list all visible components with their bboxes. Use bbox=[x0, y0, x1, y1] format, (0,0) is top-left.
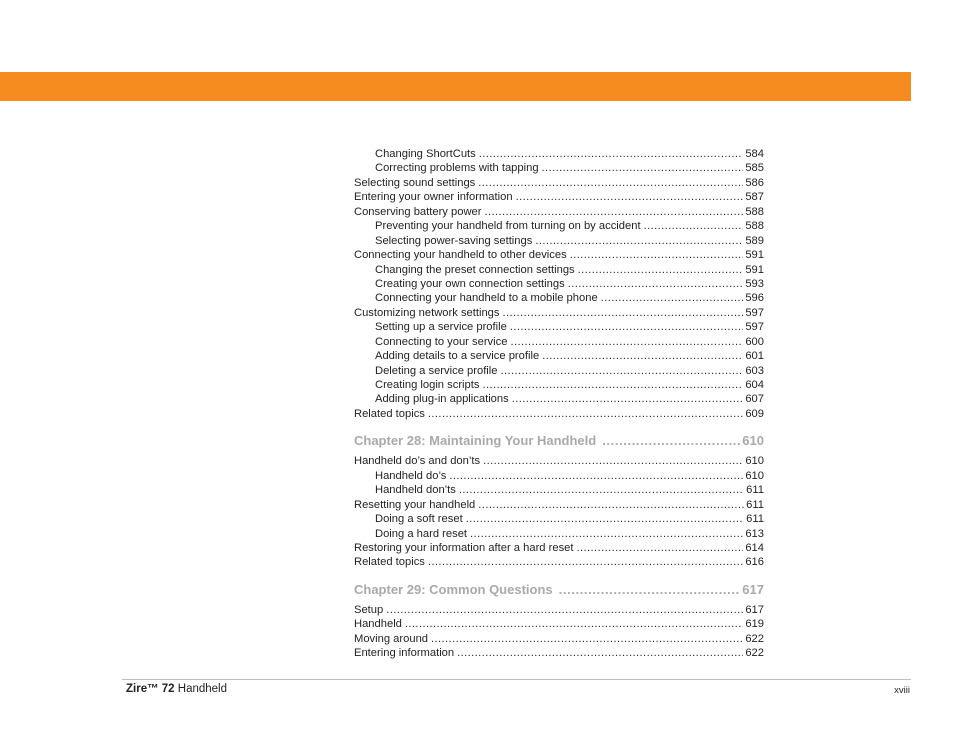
dot-leader bbox=[484, 205, 743, 219]
toc-entry-page-number: 584 bbox=[745, 148, 764, 160]
toc-entry-page-number: 611 bbox=[746, 498, 764, 511]
dot-leader bbox=[510, 320, 743, 334]
toc-entry[interactable] bbox=[354, 277, 764, 291]
toc-entry-title: Creating login scripts bbox=[375, 379, 480, 391]
toc-group-chapter-29 bbox=[354, 603, 764, 661]
dot-leader bbox=[428, 555, 743, 569]
dot-leader bbox=[577, 541, 744, 555]
toc-entry-page-number: 619 bbox=[745, 618, 764, 631]
toc-chapter-29-heading[interactable] bbox=[354, 581, 764, 599]
footer-brand: Zire™ 72 bbox=[126, 683, 175, 695]
toc-entry[interactable] bbox=[354, 407, 764, 421]
toc-entry[interactable] bbox=[354, 176, 764, 190]
toc-entry-page-number: 587 bbox=[745, 191, 764, 204]
toc-entry-page-number: 610 bbox=[745, 469, 764, 482]
toc-entry[interactable] bbox=[354, 527, 764, 541]
toc-entry[interactable] bbox=[354, 147, 764, 161]
toc-entry-page-number: 611 bbox=[746, 513, 764, 526]
toc-entry-title: Adding details to a service profile bbox=[375, 350, 540, 363]
toc-entry-title: Correcting problems with tapping bbox=[375, 162, 539, 175]
dot-leader bbox=[601, 291, 744, 305]
toc-entry[interactable] bbox=[354, 646, 764, 660]
dot-leader bbox=[431, 632, 743, 646]
toc-entry[interactable] bbox=[354, 190, 764, 204]
toc-entry-title: Changing the preset connection settings bbox=[375, 263, 575, 276]
toc-entry[interactable] bbox=[354, 306, 764, 320]
toc-entry[interactable] bbox=[354, 617, 764, 631]
toc-entry-title: Entering your owner information bbox=[354, 191, 513, 204]
footer-page-number: xviii bbox=[894, 685, 910, 696]
toc-entry-title: Setup bbox=[354, 603, 384, 616]
toc-entry-page-number: 622 bbox=[745, 647, 764, 660]
toc-entry-page-number: 609 bbox=[745, 407, 764, 420]
toc-entry[interactable] bbox=[354, 378, 764, 392]
toc-entry-title: Handheld bbox=[354, 618, 402, 631]
toc-entry-page-number: 614 bbox=[745, 541, 764, 554]
dot-leader bbox=[542, 349, 743, 363]
toc-entry[interactable] bbox=[354, 512, 764, 526]
toc-entry[interactable] bbox=[354, 219, 764, 233]
dot-leader bbox=[449, 469, 743, 483]
toc-entry-page-number: 611 bbox=[746, 484, 764, 497]
toc-entry-title: Resetting your handheld bbox=[354, 498, 476, 511]
toc-entry[interactable] bbox=[354, 335, 764, 349]
dot-leader bbox=[459, 483, 744, 497]
toc-entry-title: Connecting your handheld to a mobile phone bbox=[375, 292, 598, 305]
toc-entry[interactable] bbox=[354, 248, 764, 262]
toc-entry-title: Connecting your handheld to other devices bbox=[354, 249, 567, 262]
chapter-page-number: 617 bbox=[742, 581, 764, 597]
toc-entry[interactable] bbox=[354, 469, 764, 483]
spacer bbox=[354, 421, 764, 432]
toc-entry-title: Restoring your information after a hard reset bbox=[354, 541, 574, 554]
toc-entry-title: Customizing network settings bbox=[354, 306, 500, 319]
toc-entry[interactable] bbox=[354, 320, 764, 334]
toc-entry[interactable] bbox=[354, 454, 764, 468]
toc-entry-title: Doing a hard reset bbox=[375, 527, 468, 540]
toc-entry[interactable] bbox=[354, 364, 764, 378]
toc-entry-page-number: 596 bbox=[745, 292, 764, 305]
dot-leader bbox=[479, 147, 744, 161]
toc-entry-title: Conserving battery power bbox=[354, 205, 482, 218]
chapter-title: Chapter 29: Common Questions bbox=[354, 581, 553, 597]
dot-leader bbox=[516, 190, 744, 204]
dot-leader bbox=[483, 454, 743, 468]
toc-entry-page-number: 597 bbox=[745, 306, 764, 319]
dot-leader bbox=[428, 407, 743, 421]
dot-leader bbox=[512, 392, 744, 406]
toc-entry-page-number: 622 bbox=[745, 632, 764, 645]
toc-entry-title: Creating your own connection settings bbox=[375, 277, 565, 290]
toc-entry-page-number: 604 bbox=[745, 379, 764, 391]
toc-entry-page-number: 589 bbox=[745, 234, 764, 247]
toc-entry[interactable] bbox=[354, 392, 764, 406]
dot-leader bbox=[602, 432, 740, 450]
toc-entry-page-number: 586 bbox=[745, 176, 764, 189]
dot-leader bbox=[482, 378, 743, 392]
toc-entry-page-number: 616 bbox=[745, 556, 764, 569]
footer-divider bbox=[122, 679, 911, 680]
toc-entry-title: Handheld don’ts bbox=[375, 484, 456, 497]
toc-entry-page-number: 588 bbox=[745, 205, 764, 218]
dot-leader bbox=[542, 161, 744, 175]
header-accent-bar bbox=[0, 72, 911, 101]
toc-entry[interactable] bbox=[354, 161, 764, 175]
toc-entry[interactable] bbox=[354, 555, 764, 569]
chapter-page-number: 610 bbox=[742, 433, 764, 449]
toc-entry-page-number: 601 bbox=[745, 350, 764, 363]
footer-product-name bbox=[126, 683, 227, 695]
toc-entry-title: Deleting a service profile bbox=[375, 364, 498, 377]
toc-entry-title: Entering information bbox=[354, 647, 455, 660]
toc-entry-title: Preventing your handheld from turning on by accident bbox=[375, 220, 641, 233]
dot-leader bbox=[559, 581, 741, 599]
toc-entry-title: Changing ShortCuts bbox=[375, 148, 476, 160]
dot-leader bbox=[466, 512, 744, 526]
dot-leader bbox=[501, 364, 744, 378]
toc-entry[interactable] bbox=[354, 632, 764, 646]
toc-entry-page-number: 600 bbox=[745, 335, 764, 348]
toc-entry-page-number: 607 bbox=[745, 393, 764, 406]
toc-entry[interactable] bbox=[354, 234, 764, 248]
chapter-title: Chapter 28: Maintaining Your Handheld bbox=[354, 433, 597, 449]
spacer bbox=[354, 570, 764, 581]
table-of-contents bbox=[354, 147, 764, 661]
toc-entry-page-number: 591 bbox=[745, 249, 764, 262]
toc-entry-title: Related topics bbox=[354, 407, 425, 420]
toc-entry[interactable] bbox=[354, 541, 764, 555]
toc-entry[interactable] bbox=[354, 349, 764, 363]
dot-leader bbox=[568, 277, 744, 291]
toc-entry-title: Connecting to your service bbox=[375, 335, 508, 348]
toc-entry-page-number: 585 bbox=[745, 162, 764, 175]
toc-entry-page-number: 591 bbox=[745, 263, 764, 276]
toc-entry-page-number: 610 bbox=[745, 455, 764, 468]
dot-leader bbox=[578, 263, 744, 277]
toc-entry-title: Handheld do’s bbox=[375, 469, 447, 482]
dot-leader bbox=[457, 646, 743, 660]
toc-group-chapter-28 bbox=[354, 454, 764, 570]
toc-entry[interactable] bbox=[354, 291, 764, 305]
toc-entry-title: Adding plug-in applications bbox=[375, 393, 509, 406]
toc-entry-title: Selecting power-saving settings bbox=[375, 234, 533, 247]
toc-entry-page-number: 593 bbox=[745, 277, 764, 290]
toc-entry-page-number: 597 bbox=[745, 321, 764, 334]
toc-entry-title: Related topics bbox=[354, 556, 425, 569]
toc-chapter-28-heading[interactable] bbox=[354, 432, 764, 450]
dot-leader bbox=[386, 603, 743, 617]
toc-entry[interactable] bbox=[354, 205, 764, 219]
toc-entry-title: Selecting sound settings bbox=[354, 176, 476, 189]
toc-entry[interactable] bbox=[354, 603, 764, 617]
toc-entry-page-number: 613 bbox=[745, 527, 764, 540]
dot-leader bbox=[478, 176, 743, 190]
dot-leader bbox=[644, 219, 744, 233]
dot-leader bbox=[470, 527, 743, 541]
footer-product: Handheld bbox=[174, 683, 228, 695]
toc-entry-page-number: 617 bbox=[745, 603, 764, 616]
dot-leader bbox=[570, 248, 744, 262]
toc-entry-page-number: 588 bbox=[745, 220, 764, 233]
toc-entry[interactable] bbox=[354, 483, 764, 497]
dot-leader bbox=[478, 498, 744, 512]
dot-leader bbox=[535, 234, 743, 248]
dot-leader bbox=[503, 306, 744, 320]
toc-entry[interactable] bbox=[354, 263, 764, 277]
toc-entry-title: Setting up a service profile bbox=[375, 321, 507, 334]
toc-group-chapter-27 bbox=[354, 147, 764, 421]
toc-entry-title: Handheld do’s and don’ts bbox=[354, 455, 481, 468]
toc-entry[interactable] bbox=[354, 498, 764, 512]
toc-entry-title: Moving around bbox=[354, 632, 429, 645]
dot-leader bbox=[405, 617, 743, 631]
toc-entry-title: Doing a soft reset bbox=[375, 513, 463, 526]
dot-leader bbox=[510, 335, 743, 349]
toc-entry-page-number: 603 bbox=[745, 364, 764, 377]
